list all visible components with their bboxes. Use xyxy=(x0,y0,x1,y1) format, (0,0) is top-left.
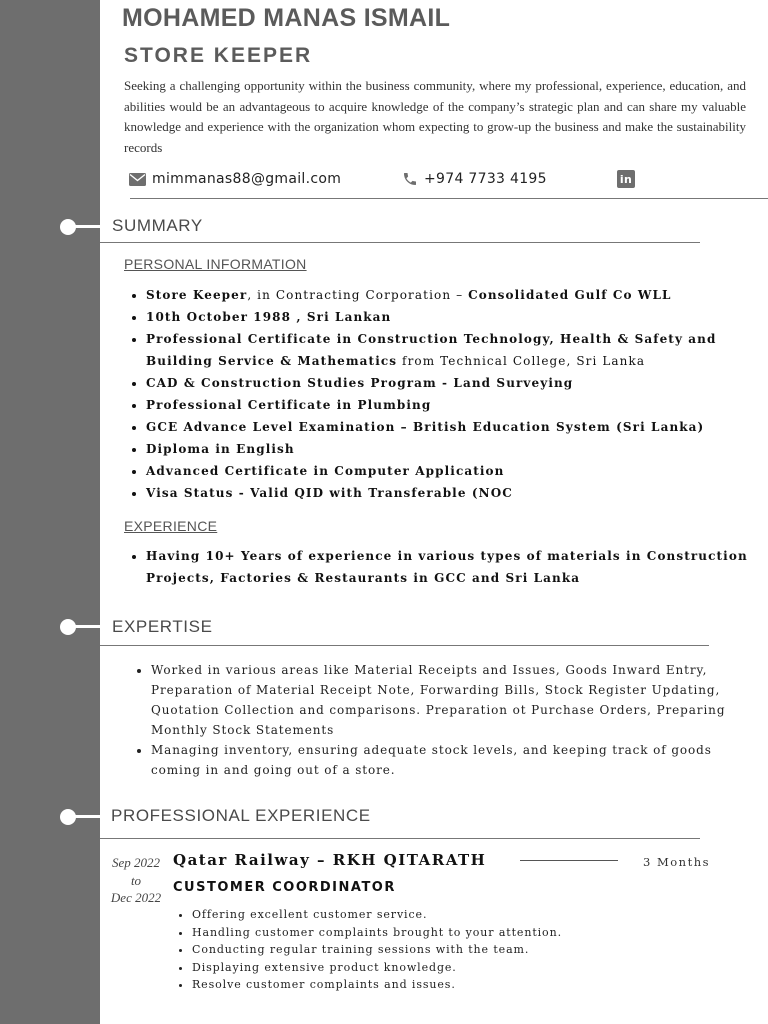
sidebar xyxy=(0,0,100,1024)
summary-heading: SUMMARY xyxy=(112,216,203,235)
job-company: Qatar Railway – RKH QITARATH xyxy=(173,851,487,869)
job-date-from: Sep 2022 xyxy=(111,855,161,870)
personal-info-heading: PERSONAL INFORMATION xyxy=(124,256,307,272)
job-date-to-word: to xyxy=(130,872,142,888)
bold-text: Advanced Certificate in Computer Application xyxy=(146,464,505,478)
bold-text: Professional Certificate in Construction Technology, Health & Safety and Building Service & Mathematics xyxy=(146,332,717,368)
email-text[interactable]: mimmanas88@gmail.com xyxy=(152,171,342,187)
job-divider-line xyxy=(520,860,618,861)
linkedin-icon[interactable]: in xyxy=(617,170,635,188)
job-title: STORE KEEPER xyxy=(124,44,313,67)
job-duties-list xyxy=(170,906,752,994)
phone-text[interactable]: +974 7733 4195 xyxy=(424,171,547,187)
bold-text: Consolidated Gulf Co WLL xyxy=(468,288,672,302)
summary-divider xyxy=(100,242,700,243)
job-duty-item: • Displaying extensive product knowledge. xyxy=(192,959,752,977)
contact-email[interactable] xyxy=(129,168,341,190)
personal-info-item xyxy=(146,460,746,482)
bold-text: Having 10+ Years of experience in various types of materials in Construction Projects, Factories & Restaurants in GCC and Sri Lanka xyxy=(146,549,748,585)
job-duty-item: • Handling customer complaints brought to your attention. xyxy=(192,924,752,942)
contact-phone[interactable] xyxy=(402,168,547,190)
experience-summary-list xyxy=(124,545,752,589)
bold-text: Store Keeper xyxy=(146,288,248,302)
bold-text: Diploma in English xyxy=(146,442,295,456)
job-duration: 3 Months xyxy=(643,855,711,869)
expertise-heading: EXPERTISE xyxy=(112,617,213,636)
expertise-item: • Managing inventory, ensuring adequate stock levels, and keeping track of goods coming in and going out of a store. xyxy=(151,740,751,780)
plain-text: , in Contracting Corporation – xyxy=(247,288,469,302)
personal-info-item xyxy=(146,416,746,438)
job-duty-item: • Conducting regular training sessions with the team. xyxy=(192,941,752,959)
experience-summary-item xyxy=(146,545,752,589)
professional-experience-divider xyxy=(100,838,700,839)
expertise-divider xyxy=(100,645,709,646)
experience-subheading: EXPERIENCE xyxy=(124,518,218,534)
personal-info-item xyxy=(146,284,746,306)
job-role: CUSTOMER COORDINATOR xyxy=(173,880,396,895)
plain-text: from Technical College, Sri Lanka xyxy=(397,354,646,368)
objective-text: Seeking a challenging opportunity within the business community, where my professional, experience, education, and abilities would be an advantageous to acquire knowledge of the company’s strategic plan and can share my valuable knowledge and experience with the organization whom expecting to grow-up the business and make the sustainability records xyxy=(124,78,746,155)
envelope-icon xyxy=(129,173,146,186)
personal-info-item xyxy=(146,328,746,372)
contact-linkedin[interactable] xyxy=(617,168,635,190)
job-date-to: Dec 2022 xyxy=(110,890,162,905)
personal-info-list xyxy=(124,284,746,504)
expertise-list xyxy=(129,660,751,780)
personal-info-item xyxy=(146,372,746,394)
bold-text: GCE Advance Level Examination – British Education System (Sri Lanka) xyxy=(146,420,705,434)
timeline-marker xyxy=(60,809,100,825)
job-date-range xyxy=(104,854,168,907)
personal-info-item xyxy=(146,394,746,416)
job-duty-item: • Resolve customer complaints and issues. xyxy=(192,976,752,994)
candidate-name: MOHAMED MANAS ISMAIL xyxy=(122,4,451,32)
job-duty-item: • Offering excellent customer service. xyxy=(192,906,752,924)
professional-experience-heading: PROFESSIONAL EXPERIENCE xyxy=(111,806,371,825)
bold-text: CAD & Construction Studies Program - Land Surveying xyxy=(146,376,574,390)
bold-text: Visa Status - Valid QID with Transferable (NOC xyxy=(146,486,513,500)
personal-info-item xyxy=(146,438,746,460)
personal-info-item xyxy=(146,482,746,504)
header-divider xyxy=(130,198,768,199)
timeline-marker xyxy=(60,219,100,235)
expertise-item: • Worked in various areas like Material Receipts and Issues, Goods Inward Entry, Preparation of Material Receipt Note, Forwarding Bills, Stock Register Updating, Quotation Collection and comparisons. Preparation ot Purchase Orders, Preparing Monthly Stock Statements xyxy=(151,660,751,740)
bold-text: Professional Certificate in Plumbing xyxy=(146,398,432,412)
phone-icon xyxy=(402,171,418,187)
personal-info-item xyxy=(146,306,746,328)
bold-text: 10th October 1988 , Sri Lankan xyxy=(146,310,392,324)
timeline-marker xyxy=(60,619,100,635)
